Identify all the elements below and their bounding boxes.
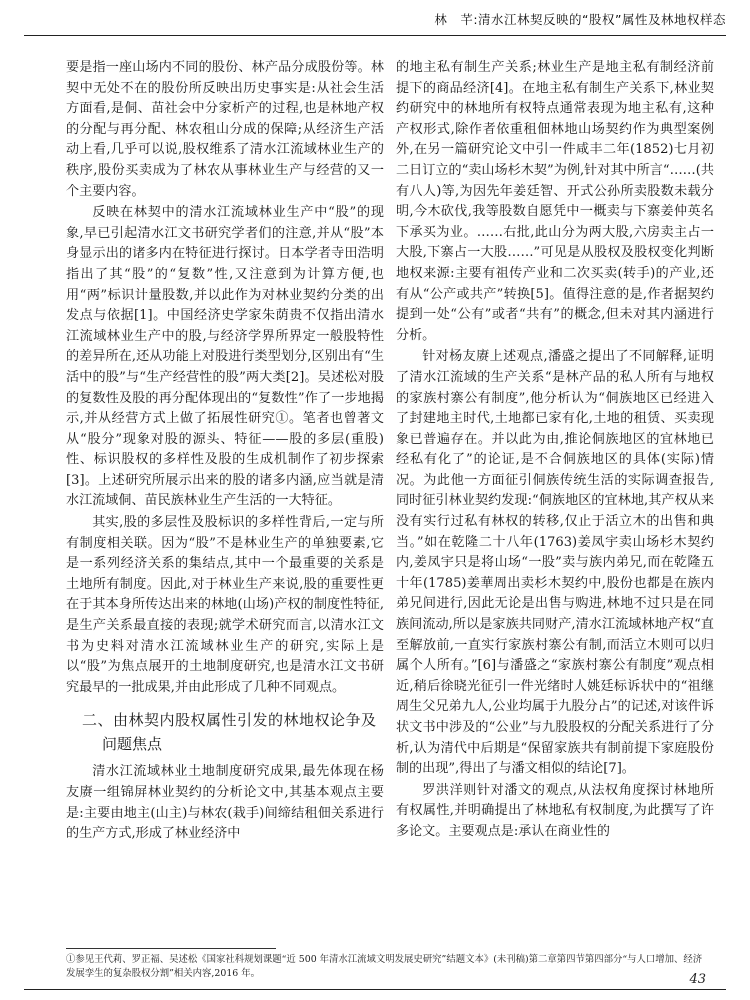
section-heading: 二、由林契内股权属性引发的林地权论争及问题焦点: [82, 711, 376, 754]
left-column: [66, 58, 384, 845]
page-number: 43: [689, 972, 706, 987]
paragraph: 罗洪洋则针对潘文的观点,从法权角度探讨林地所有权属性,并明确提出了林地私有权制度,为此撰写了许多论文。主要观点是:承认在商业性的: [396, 782, 714, 839]
right-column: [396, 58, 714, 843]
footnote-rule: [66, 948, 276, 949]
paragraph: 清水江流域林业土地制度研究成果,最先体现在杨友赓一组锦屏林业契约的分析论文中,其基本观点主要是:主要由地主(山主)与林农(栽手)间缔结租佃关系进行的生产方式,形成了林业经济中: [66, 764, 384, 842]
paragraph: 要是指一座山场内不同的股份、林产品分成股份等。林契中无处不在的股份所反映出历史事实是:从社会生活方面看,是侗、苗社会中分家析产的过程,也是林地产权的分配与再分配、林农租山分成的保障;从经济生产活动上看,几乎可以说,股权维系了清水江流域林业生产的秩序,股份买卖成为了林农从事林业生产与经营的又一个主要内容。: [66, 60, 384, 199]
paragraph: 的地主私有制生产关系;林业生产是地主私有制经济前提下的商品经济[4]。在地主私有制生产关系下,林业契约研究中的林地所有权特点通常表现为地主私有,这种产权形式,除作者依重租佃林地山场契约作为典型案例外,在另一篇研究论文中引一件咸丰二年(1852)七月初二日订立的“卖山场杉木契”为例,针对其中所言“……(共有八人)等,为因先年姜廷智、开式公孙所卖股数未载分明,今木砍伐,我等股数自愿凭中一概卖与下寨姜仲英名下承买为业。……右批,此山分为两大股,六房卖主占一大股,下寨占一大股……”可见是从股权及股权变化判断地权来源:主要有祖传产业和二次买卖(转手)的产业,还有从“公产或共产”转换[5]。值得注意的是,作者据契约提到一处“公有”或者“共有”的概念,但未对其内涵进行分析。: [396, 60, 714, 343]
running-title: 林 芊:清水江林契反映的“股权”属性及林地权样态: [434, 12, 726, 27]
paragraph: 针对杨友赓上述观点,潘盛之提出了不同解释,证明了清水江流域的生产关系“是林产品的私人所有与地权的家族村寨公有制度”,他分析认为“侗族地区已经进入了封建地主时代,土地都已家有化,土地的租赁、买卖现象已普遍存在。并以此为由,推论侗族地区的宜林地已经私有化了”的论证,是不合侗族地区的具体(实际)情况。为此他一方面征引侗族传统生活的实际调查报告,同时征引林业契约发现:“侗族地区的宜林地,其产权从来没有实行过私有林权的转移,仅止于活立木的出售和典当。”如在乾隆二十八年(1763)姜凤宇卖山场杉木契约内,姜凤宇只是将山场“一股”卖与族内弟兄,而在乾隆五十年(1785)姜華周出卖杉木契约中,股份也都是在族内弟兄间进行,因此无论是出售与购进,林地不过只是在同族间流动,所以是家族共同财产,清水江流域林地产权“直至解放前,一直实行家族村寨公有制,而活立木则可以归属个人所有。”[6]与潘盛之“家族村寨公有制度”观点相近,稍后徐晓光征引一件光绪时人姚廷标诉状中的“祖继周生父兄弟九人,公业均属于九股分占”的记述,对该件诉状文书中涉及的“公业”与九股股权的分配关系进行了分析,认为清代中后期是“保留家族共有制前提下家庭股份制的出现”,得出了与潘文相似的结论[7]。: [396, 349, 714, 777]
running-header: [0, 0, 750, 34]
paragraph: 反映在林契中的清水江流域林业生产中“股”的现象,早已引起清水江文书研究学者们的注意,并从“股”本身显示出的诸多内在特征进行探讨。日本学者寺田浩明指出了其“股”的“复数”性,又注意到为计算方便,也用“两”标识计量股数,并以此作为对林业契约分类的出发点与依据[1]。中国经济史学家朱荫贵不仅指出清水江流域林业生产中的股,与经济学界所界定一般股特性的差异所在,还从功能上对股进行类型划分,区别出有“生活中的股”与“生产经营性的股”两大类[2]。吴述松对股的复数性及股的再分配体现出的“复数性”作了一步地揭示,并从经营方式上做了拓展性研究①。笔者也曾著文从“股分”现象对股的源头、特征——股的多层(重股)性、标识股权的多样性及股的生成机制作了初步探索[3]。上述研究所展示出来的股的诸多内涵,应当就是清水江流域侗、苗民族林业生产生活的一大特征。: [66, 205, 384, 509]
footnote: ①参见王代莉、罗正福、吴述松《国家社科规划课题“近 500 年清水江流域文明发展史研究”结题文本》(未刊稿)第二章第四节第四部分“与人口增加、经济发展孪生的复杂股权分割”相关内容,2016 年。: [66, 954, 703, 979]
footer-rule: [24, 989, 726, 990]
header-rule: [24, 35, 726, 36]
paragraph: 其实,股的多层性及股标识的多样性背后,一定与所有制度相关联。因为“股”不是林业生产的单独要素,它是一系列经济关系的集结点,其中一个最重要的关系是土地所有制度。因此,对于林业生产来说,股的重要性更在于其本身所传达出来的林地(山场)产权的制度性特征,是生产关系最直接的表现;就学术研究而言,以清水江文书为史料对清水江流域林业生产的研究,实际上是以“股”为焦点展开的土地制度研究,也是清水江文书研究最早的一批成果,并由此形成了几种不同观点。: [66, 515, 384, 695]
